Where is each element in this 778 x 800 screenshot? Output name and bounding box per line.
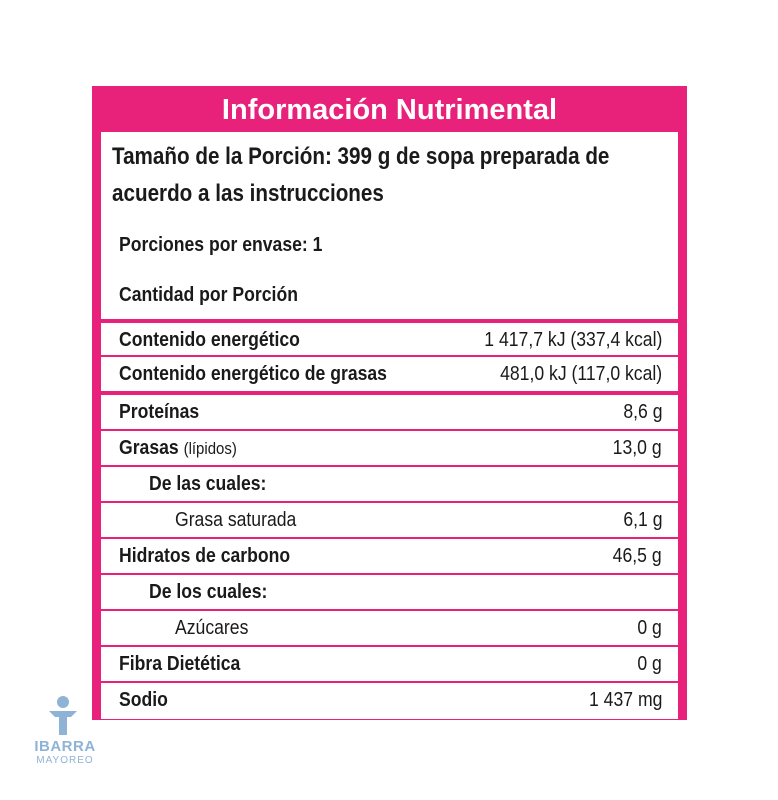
serving-size-text: Tamaño de la Porción: 399 g de sopa preparada de acuerdo a las instrucciones bbox=[112, 143, 610, 207]
energy-label: Contenido energético bbox=[119, 329, 300, 351]
nutrient-label: De los cuales: bbox=[149, 581, 268, 603]
nutrients-table bbox=[101, 395, 678, 719]
energy-row bbox=[101, 323, 678, 357]
table-row bbox=[101, 539, 678, 575]
nutrient-label: De las cuales: bbox=[149, 473, 267, 495]
servings-per-container-label: Porciones por envase: 1 bbox=[119, 234, 323, 256]
table-row bbox=[101, 503, 678, 539]
nutrient-value: 13,0 g bbox=[613, 437, 662, 459]
table-row bbox=[101, 611, 678, 647]
ibarra-logo bbox=[25, 695, 105, 775]
nutrition-facts-panel bbox=[92, 86, 687, 720]
servings-per-container-row bbox=[101, 224, 678, 267]
logo-name: IBARRA bbox=[34, 738, 96, 755]
energy-fat-value: 481,0 kJ (117,0 kcal) bbox=[499, 363, 662, 385]
table-row bbox=[101, 683, 678, 719]
nutrient-value: 8,6 g bbox=[622, 401, 662, 423]
amount-per-serving-row bbox=[101, 272, 678, 319]
nutrient-label: Hidratos de carbono bbox=[119, 545, 291, 567]
nutrient-label: Grasas (lípidos) bbox=[119, 437, 237, 459]
energy-fat-label: Contenido energético de grasas bbox=[119, 363, 387, 385]
nutrient-value: 1 437 mg bbox=[588, 689, 662, 711]
table-row bbox=[101, 395, 678, 431]
energy-section bbox=[101, 323, 678, 391]
nutrient-value: 6,1 g bbox=[622, 509, 662, 531]
nutrient-label: Grasa saturada bbox=[175, 509, 297, 531]
energy-fat-row bbox=[101, 357, 678, 391]
nutrient-value: 46,5 g bbox=[613, 545, 662, 567]
panel-title: Información Nutrimental bbox=[221, 94, 558, 126]
nutrient-label: Azúcares bbox=[175, 617, 249, 639]
nutrient-value: 0 g bbox=[637, 653, 662, 675]
table-row bbox=[101, 431, 678, 467]
energy-value: 1 417,7 kJ (337,4 kcal) bbox=[483, 329, 662, 351]
nutrient-label: Sodio bbox=[119, 689, 168, 711]
nutrient-label: Proteínas bbox=[119, 401, 200, 423]
table-row bbox=[101, 467, 678, 503]
amount-per-serving-label: Cantidad por Porción bbox=[119, 284, 298, 306]
table-row bbox=[101, 575, 678, 611]
person-i-logo-icon bbox=[45, 695, 81, 737]
table-row bbox=[101, 647, 678, 683]
nutrient-label: Fibra Dietética bbox=[119, 653, 241, 675]
logo-subtitle: MAYOREO bbox=[36, 755, 94, 766]
nutrient-value: 0 g bbox=[637, 617, 662, 639]
